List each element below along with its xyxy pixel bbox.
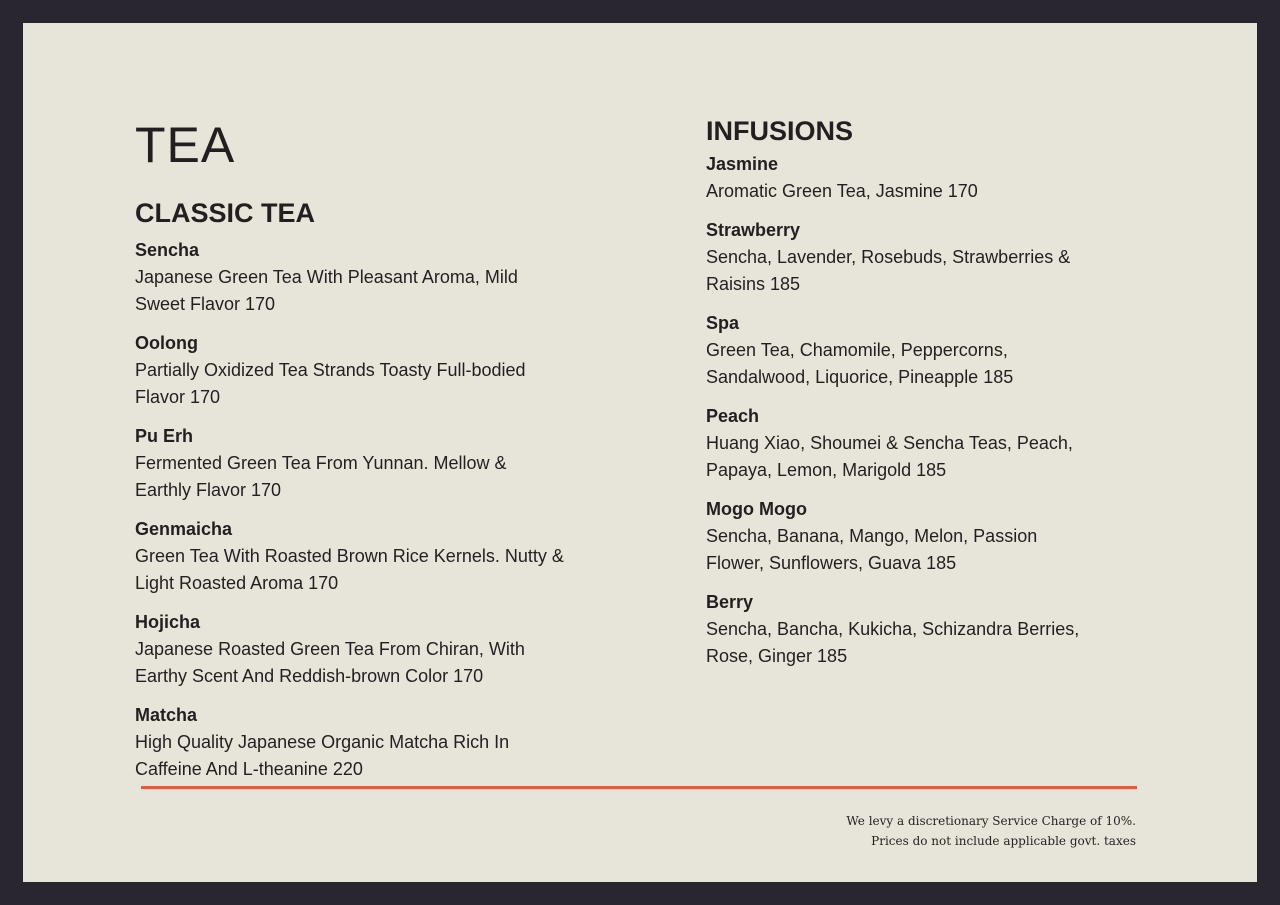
item-name: Sencha <box>135 240 200 260</box>
item-name: Hojicha <box>135 612 201 632</box>
item-description: Japanese Roasted Green Tea From Chiran, With Earthy Scent And Reddish-brown Color 170 <box>135 639 525 686</box>
item-description: Fermented Green Tea From Yunnan. Mellow & Earthly Flavor 170 <box>135 453 507 500</box>
item-name: Matcha <box>135 705 198 725</box>
item-name: Genmaicha <box>135 519 233 539</box>
item-description: Green Tea With Roasted Brown Rice Kernels. Nutty & Light Roasted Aroma 170 <box>135 546 564 593</box>
divider-rule <box>141 786 1137 789</box>
infusions-heading: INFUSIONS <box>706 116 854 146</box>
menu-item-genmaicha <box>135 516 565 597</box>
menu-item-pu-erh <box>135 423 565 504</box>
item-description: Aromatic Green Tea, Jasmine 170 <box>706 181 978 201</box>
item-description: Japanese Green Tea With Pleasant Aroma, Mild Sweet Flavor 170 <box>135 267 518 314</box>
menu-item-jasmine <box>706 151 1096 205</box>
menu-item-mogo-mogo <box>706 496 1096 577</box>
menu-item-hojicha <box>135 609 565 690</box>
service-charge-note: We levy a discretionary Service Charge of 10%. <box>846 814 1136 828</box>
item-name: Peach <box>706 406 760 426</box>
item-name: Jasmine <box>706 154 779 174</box>
item-name: Berry <box>706 592 754 612</box>
menu-item-strawberry <box>706 217 1096 298</box>
item-name: Pu Erh <box>135 426 194 446</box>
item-name: Spa <box>706 313 740 333</box>
infusions-column <box>706 115 1096 682</box>
item-name: Mogo Mogo <box>706 499 807 519</box>
classic-tea-heading: CLASSIC TEA <box>135 198 316 228</box>
taxes-note: Prices do not include applicable govt. taxes <box>871 834 1136 848</box>
item-description: Green Tea, Chamomile, Peppercorns, Sandalwood, Liquorice, Pineapple 185 <box>706 340 1014 387</box>
menu-item-sencha <box>135 237 565 318</box>
page-title: TEA <box>135 117 236 173</box>
item-name: Oolong <box>135 333 198 353</box>
menu-item-spa <box>706 310 1096 391</box>
menu-page <box>23 23 1257 882</box>
item-description: Huang Xiao, Shoumei & Sencha Teas, Peach, Papaya, Lemon, Marigold 185 <box>706 433 1073 480</box>
classic-tea-column <box>135 115 565 795</box>
menu-item-berry <box>706 589 1096 670</box>
item-description: Sencha, Banana, Mango, Melon, Passion Flower, Sunflowers, Guava 185 <box>706 526 1038 573</box>
item-description: Sencha, Lavender, Rosebuds, Strawberries & Raisins 185 <box>706 247 1071 294</box>
menu-item-oolong <box>135 330 565 411</box>
footer-note <box>846 811 1136 851</box>
item-name: Strawberry <box>706 220 801 240</box>
item-description: High Quality Japanese Organic Matcha Rich In Caffeine And L-theanine 220 <box>135 732 510 779</box>
menu-item-peach <box>706 403 1096 484</box>
menu-item-matcha <box>135 702 565 783</box>
item-description: Partially Oxidized Tea Strands Toasty Full-bodied Flavor 170 <box>135 360 526 407</box>
item-description: Sencha, Bancha, Kukicha, Schizandra Berries, Rose, Ginger 185 <box>706 619 1080 666</box>
